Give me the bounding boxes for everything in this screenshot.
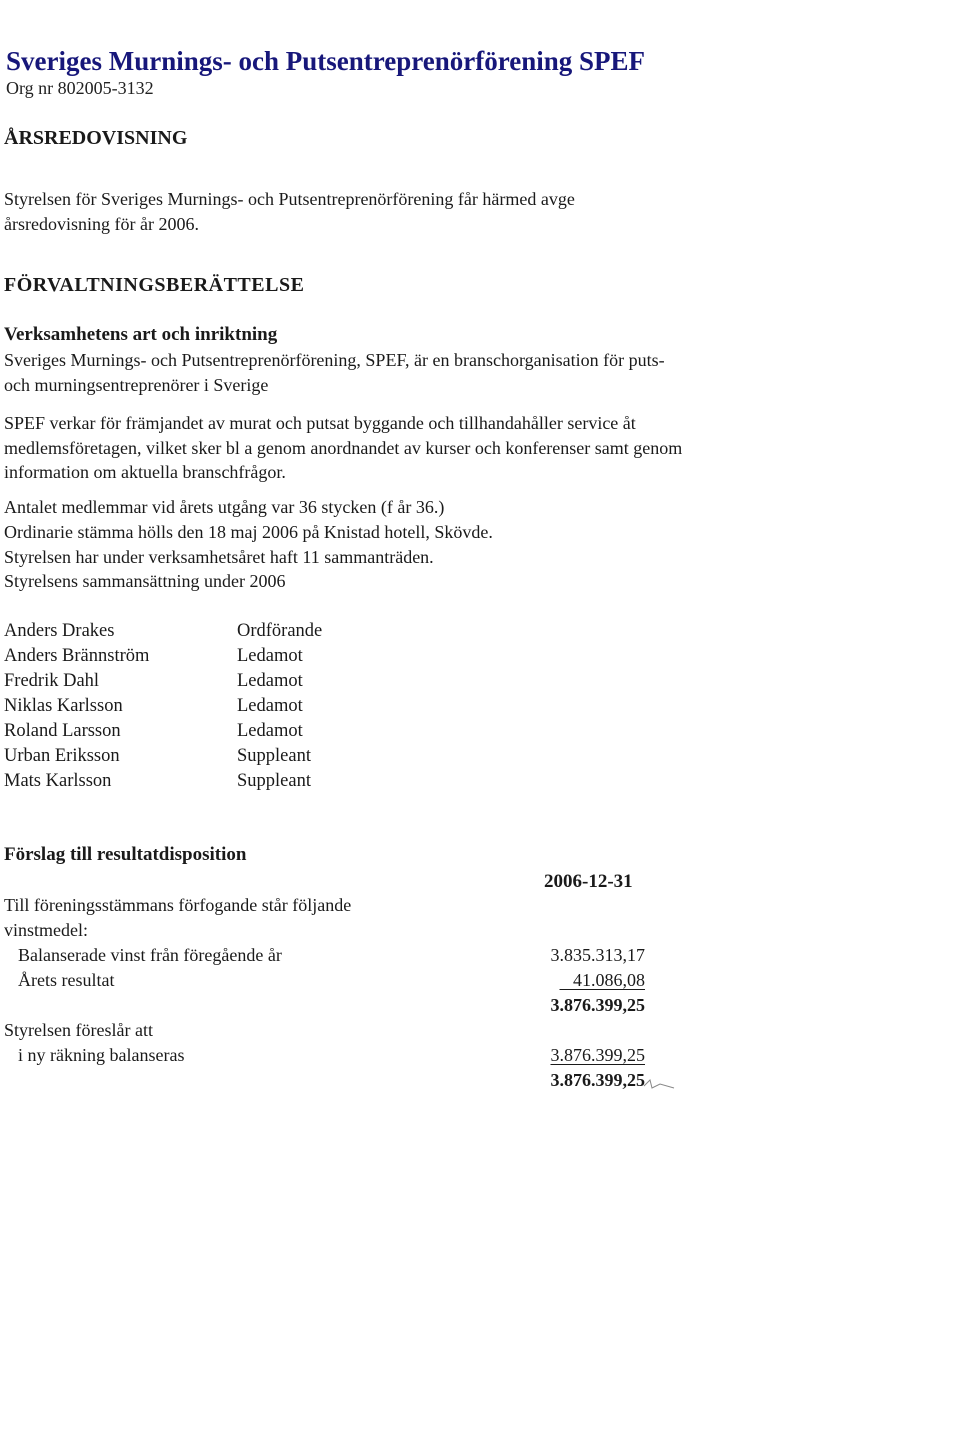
ny-rakning-value: [445, 1045, 645, 1066]
arets-resultat-amount: 41.086,08: [573, 970, 645, 990]
till-line-1: Till föreningsstämmans förfogande står följande: [4, 895, 352, 915]
board-member-name: Niklas Karlsson: [4, 696, 123, 716]
board-member-name: Anders Drakes: [4, 621, 115, 641]
board-member-role: Ledamot: [237, 696, 303, 716]
board-member-name: Anders Brännström: [4, 646, 150, 666]
org-number: Org nr 802005-3132: [6, 78, 154, 98]
board-member-name: Urban Eriksson: [4, 746, 120, 766]
sum-2: 3.876.399,25: [550, 1070, 645, 1090]
forvaltningsberattelse-heading: FÖRVALTNINGSBERÄTTELSE: [4, 274, 305, 296]
board-member-role: Ledamot: [237, 671, 303, 691]
arsredovisning-heading: ÅRSREDOVISNING: [4, 127, 188, 149]
board-member-name: Roland Larsson: [4, 721, 121, 741]
intro-line-1: Styrelsen för Sveriges Murnings- och Putsentreprenörförening får härmed avge: [4, 189, 575, 209]
styrelsen-foreslar: Styrelsen föreslår att: [4, 1020, 153, 1040]
balanserade-label: Balanserade vinst från föregående år: [18, 945, 282, 965]
ny-rakning-label: i ny räkning balanseras: [18, 1045, 185, 1065]
board-member-role: Ordförande: [237, 621, 323, 641]
board-member-role: Suppleant: [237, 746, 311, 766]
arets-resultat-value: [445, 970, 645, 991]
sum-1: 3.876.399,25: [550, 995, 645, 1015]
fact-board-meetings: Styrelsen har under verksamhetsåret haft 11 sammanträden.: [4, 547, 434, 567]
board-member-name: Fredrik Dahl: [4, 671, 100, 691]
ny-rakning-amount: 3.876.399,25: [550, 1045, 645, 1065]
fact-meeting: Ordinarie stämma hölls den 18 maj 2006 på Knistad hotell, Skövde.: [4, 522, 493, 542]
verksamhet-subheading: Verksamhetens art och inriktning: [4, 324, 278, 345]
fact-board-composition: Styrelsens sammansättning under 2006: [4, 571, 286, 591]
forslag-heading: Förslag till resultatdisposition: [4, 844, 247, 865]
board-member-name: Mats Karlsson: [4, 771, 112, 791]
pen-mark-icon: [640, 1074, 680, 1094]
paragraph-2-line-2: medlemsföretagen, vilket sker bl a genom anordnandet av kurser och konferenser samt genom: [4, 438, 683, 458]
paragraph-2-line-3: information om aktuella branschfrågor.: [4, 462, 286, 482]
till-line-2: vinstmedel:: [4, 920, 88, 940]
paragraph-1-line-2: och murningsentreprenörer i Sverige: [4, 375, 269, 395]
document-title: Sveriges Murnings- och Putsentreprenörförening SPEF: [6, 46, 645, 76]
paragraph-1-line-1: Sveriges Murnings- och Putsentreprenörförening, SPEF, är en branschorganisation för puts-: [4, 350, 665, 370]
board-member-role: Suppleant: [237, 771, 311, 791]
paragraph-2-line-1: SPEF verkar för främjandet av murat och putsat byggande och tillhandahåller service åt: [4, 413, 636, 433]
board-member-role: Ledamot: [237, 721, 303, 741]
board-member-role: Ledamot: [237, 646, 303, 666]
balanserade-value: 3.835.313,17: [550, 945, 645, 965]
intro-line-2: årsredovisning för år 2006.: [4, 214, 199, 234]
date-column-header: 2006-12-31: [544, 871, 633, 892]
fact-members: Antalet medlemmar vid årets utgång var 36 stycken (f år 36.): [4, 497, 445, 517]
arets-resultat-label: Årets resultat: [18, 970, 115, 990]
